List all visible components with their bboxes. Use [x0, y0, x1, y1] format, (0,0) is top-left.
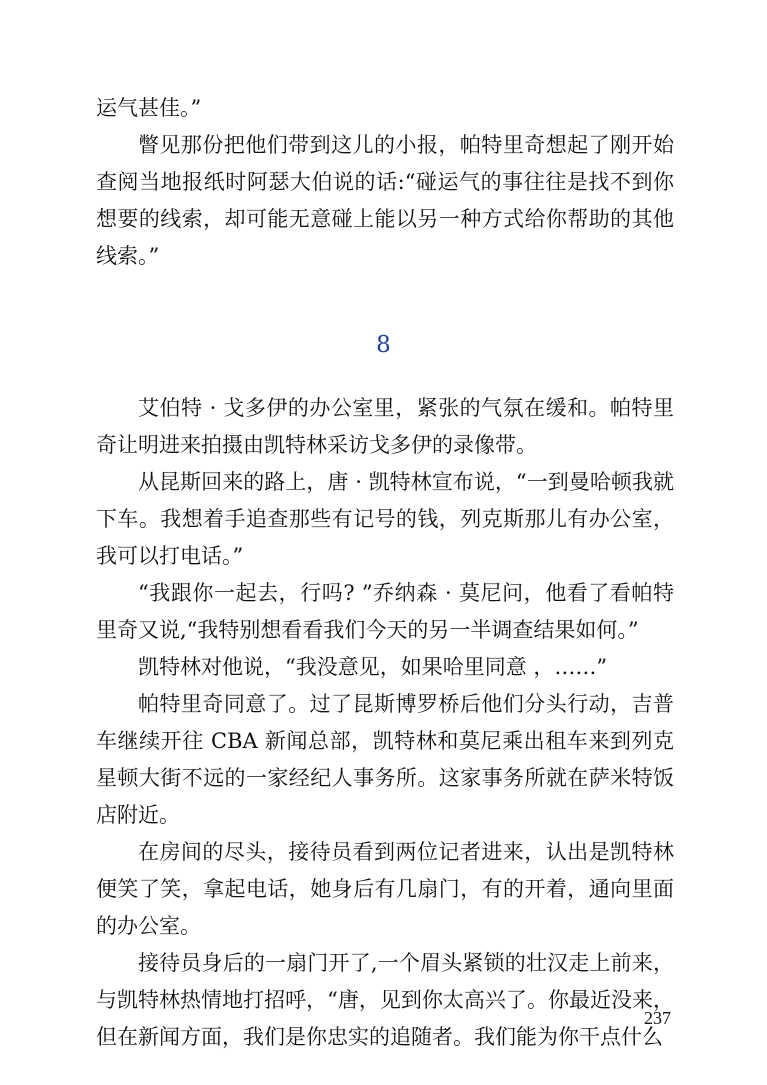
chapter-number: 8 — [376, 332, 391, 358]
body-paragraph-1: 艾伯特 · 戈多伊的办公室里，紧张的气氛在缓和。帕特里奇让明进来拍摄由凯特林采访戈多伊的录像带。 — [96, 396, 674, 457]
intro-paragraph-2: 瞥见那份把他们带到这儿的小报，帕特里奇想起了刚开始查阅当地报纸时阿瑟大伯说的话:“碰运气的事往往是找不到你想要的线索，却可能无意碰上能以另一种方式给你帮助的其他线索。” — [96, 133, 674, 268]
intro-paragraph-1: 运气甚佳。” — [96, 96, 202, 120]
body-paragraph-6: 在房间的尽头，接待员看到两位记者进来，认出是凯特林便笑了笑，拿起电话，她身后有几扇门，有的开着，通向里面的办公室。 — [96, 840, 674, 938]
page-number: 237 — [644, 1008, 671, 1028]
intro-text-block — [96, 90, 674, 275]
main-text-block — [96, 390, 674, 1056]
body-paragraph-2: 从昆斯回来的路上，唐 · 凯特林宣布说，“一到曼哈顿我就下车。我想着手追查那些有记号的钱，列克斯那儿有办公室，我可以打电话。” — [96, 470, 674, 568]
body-paragraph-5: 帕特里奇同意了。过了昆斯博罗桥后他们分头行动，吉普车继续开往 CBA 新闻总部，凯特林和莫尼乘出租车来到列克星顿大街不远的一家经纪人事务所。这家事务所就在萨米特饭店附近。 — [96, 692, 674, 827]
body-paragraph-4: 凯特林对他说，“我没意见，如果哈里同意 ，……” — [138, 655, 608, 679]
body-paragraph-3: “我跟你一起去，行吗? ”乔纳森 · 莫尼问，他看了看帕特里奇又说,“我特别想看看我们今天的另一半调查结果如何。” — [96, 581, 674, 642]
body-paragraph-7: 接待员身后的一扇门开了,一个眉头紧锁的壮汉走上前来，与凯特林热情地打招呼，“唐，见到你太高兴了。你最近没来，但在新闻方面，我们是你忠实的追随者。我们能为你干点什么 — [96, 951, 674, 1049]
